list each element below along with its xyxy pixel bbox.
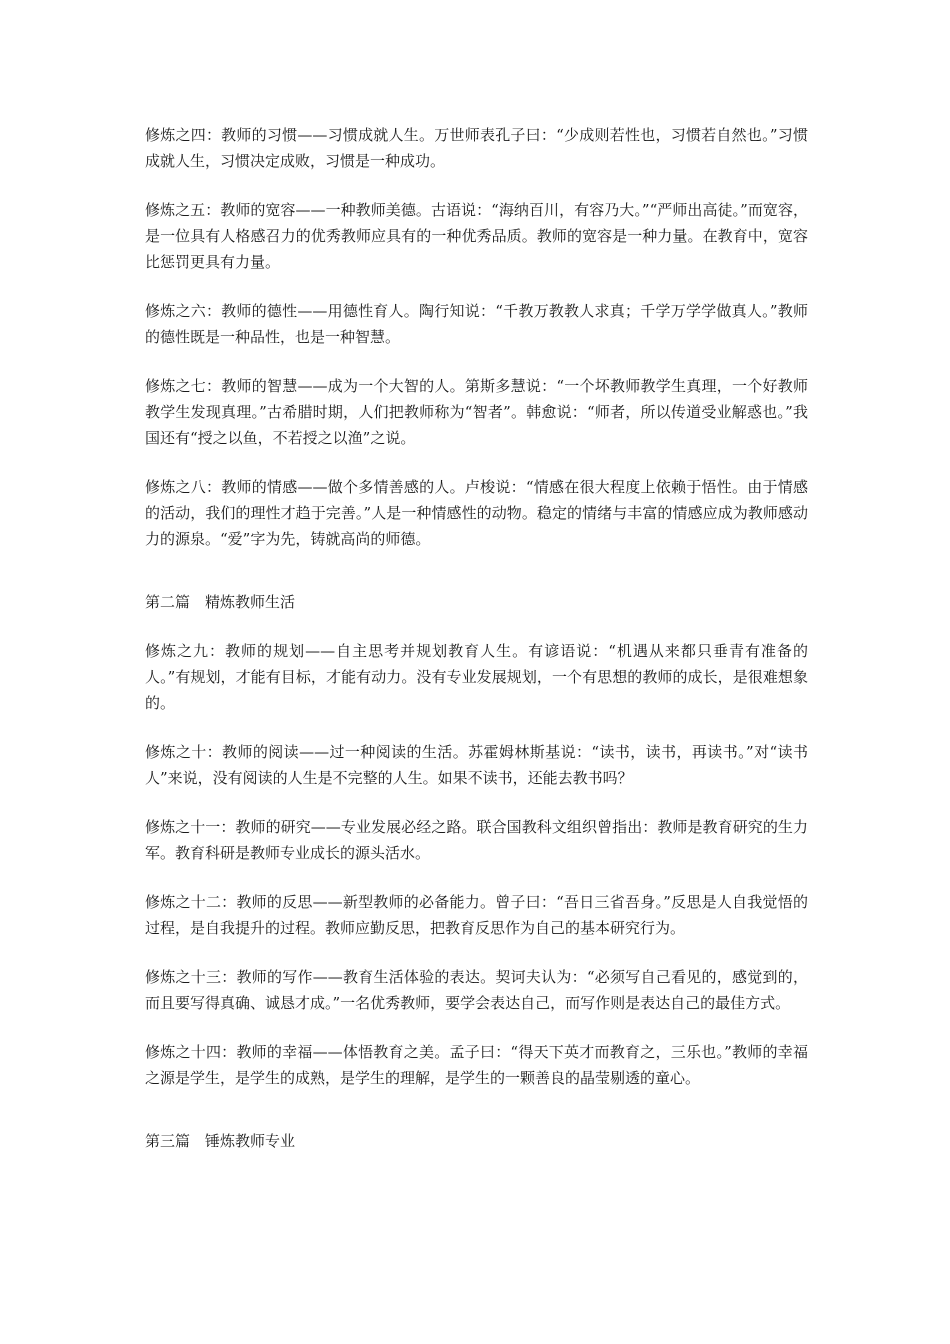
section-heading-3: 第三篇 锤炼教师专业 <box>145 1132 296 1150</box>
paragraph-planning: 修炼之九：教师的规划——自主思考并规划教育人生。有谚语说：“机遇从来都只垂青有准备的人。”有规划，才能有目标，才能有动力。没有专业发展规划，一个有思想的教师的成长，是很难想象的。 <box>145 642 808 712</box>
paragraph-reflection: 修炼之十二：教师的反思——新型教师的必备能力。曾子曰：“吾日三省吾身。”反思是人自我觉悟的过程，是自我提升的过程。教师应勤反思，把教育反思作为自己的基本研究行为。 <box>145 893 808 937</box>
paragraph-wisdom: 修炼之七：教师的智慧——成为一个大智的人。第斯多慧说：“一个坏教师教学生真理，一个好教师教学生发现真理。”古希腊时期，人们把教师称为“智者”。韩愈说：“师者，所以传道受业解惑也。”我国还有“授之以鱼，不若授之以渔”之说。 <box>145 377 808 447</box>
paragraph-habit: 修炼之四：教师的习惯——习惯成就人生。万世师表孔子曰：“少成则若性也，习惯若自然也。”习惯成就人生，习惯决定成败，习惯是一种成功。 <box>145 126 808 170</box>
paragraph-reading: 修炼之十：教师的阅读——过一种阅读的生活。苏霍姆林斯基说：“读书，读书，再读书。”对“读书人”来说，没有阅读的人生是不完整的人生。如果不读书，还能去教书吗？ <box>145 743 808 787</box>
paragraph-writing: 修炼之十三：教师的写作——教育生活体验的表达。契诃夫认为：“必须写自己看见的，感觉到的，而且要写得真确、诚恳才成。”一名优秀教师，要学会表达自己，而写作则是表达自己的最佳方式。 <box>145 968 808 1012</box>
paragraph-tolerance: 修炼之五：教师的宽容——一种教师美德。古语说：“海纳百川，有容乃大。”“严师出高徒。”而宽容，是一位具有人格感召力的优秀教师应具有的一种优秀品质。教师的宽容是一种力量。在教育中，宽容比惩罚更具有力量。 <box>145 201 808 271</box>
document-page <box>145 122 808 1177</box>
paragraph-virtue: 修炼之六：教师的德性——用德性育人。陶行知说：“千教万教教人求真；千学万学学做真人。”教师的德性既是一种品性，也是一种智慧。 <box>145 302 808 346</box>
section-heading-2: 第二篇 精炼教师生活 <box>145 593 296 611</box>
paragraph-research: 修炼之十一：教师的研究——专业发展必经之路。联合国教科文组织曾指出：教师是教育研究的生力军。教育科研是教师专业成长的源头活水。 <box>145 818 808 862</box>
paragraph-emotion: 修炼之八：教师的情感——做个多情善感的人。卢梭说：“情感在很大程度上依赖于悟性。由于情感的活动，我们的理性才趋于完善。”人是一种情感性的动物。稳定的情绪与丰富的情感应成为教师感动力的源泉。“爱”字为先，铸就高尚的师德。 <box>145 478 808 548</box>
paragraph-happiness: 修炼之十四：教师的幸福——体悟教育之美。孟子曰：“得天下英才而教育之，三乐也。”教师的幸福之源是学生，是学生的成熟，是学生的理解，是学生的一颗善良的晶莹剔透的童心。 <box>145 1043 808 1087</box>
